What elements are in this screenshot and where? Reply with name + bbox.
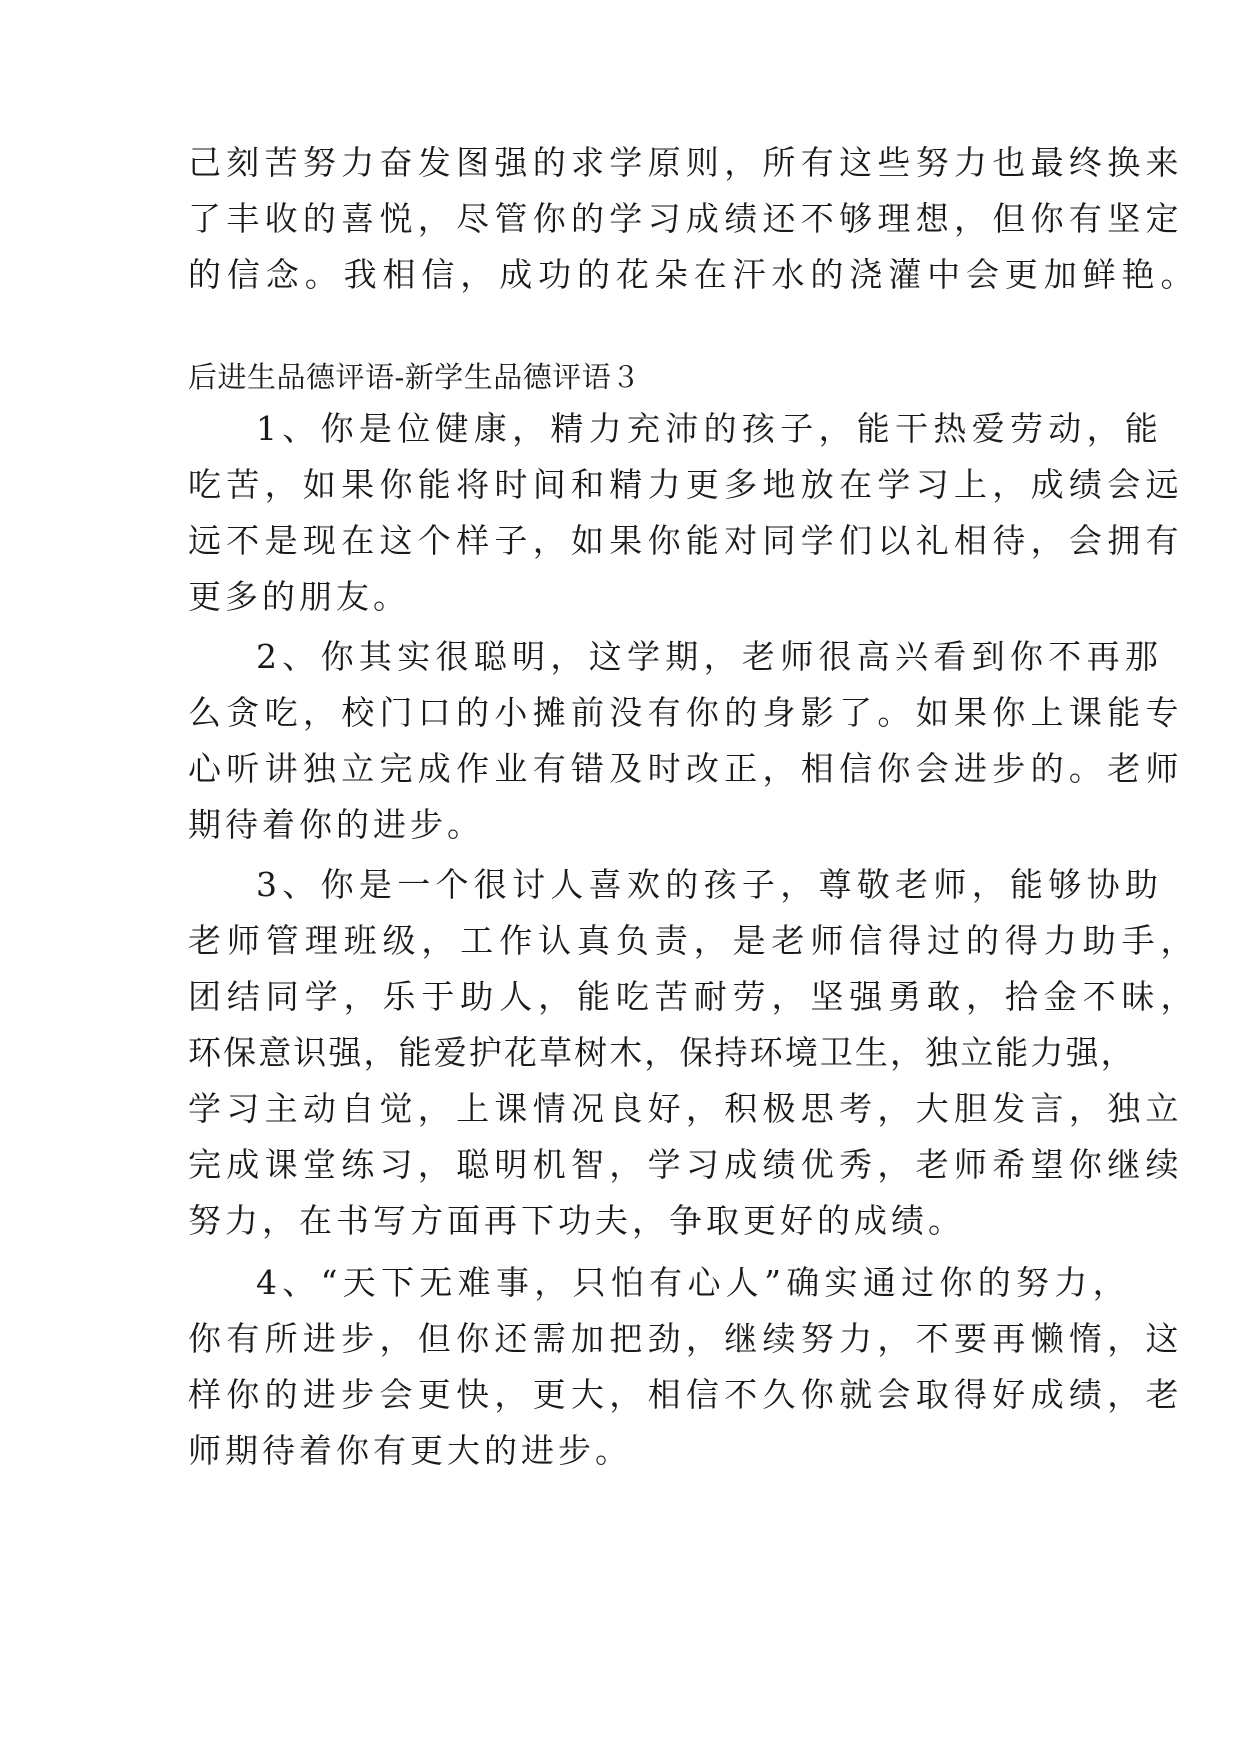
comment-item-2: [188, 629, 1184, 853]
section-heading: [188, 349, 1058, 405]
text-line: 团结同学，乐于助人，能吃苦耐劳，坚强勇敢，拾金不昧，: [188, 977, 1200, 1016]
text-line: 环保意识强，能爱护花草树木，保持环境卫生，独立能力强，: [188, 1033, 1136, 1072]
text-line: 1、你是位健康，精力充沛的孩子，能干热爱劳动，能: [256, 409, 1164, 448]
text-line: 样你的进步会更快，更大，相信不久你就会取得好成绩，老: [188, 1375, 1184, 1414]
intro-paragraph: [188, 135, 1200, 303]
text-line: 师期待着你有更大的进步。: [188, 1431, 632, 1470]
comment-item-3: [188, 857, 1200, 1249]
text-line: 期待着你的进步。: [188, 805, 484, 844]
text-line: 么贪吃，校门口的小摊前没有你的身影了。如果你上课能专: [188, 693, 1184, 732]
text-line: 远不是现在这个样子，如果你能对同学们以礼相待，会拥有: [188, 521, 1184, 560]
heading-text: 后进生品德评语-新学生品德评语３: [188, 360, 641, 394]
text-line: 心听讲独立完成作业有错及时改正，相信你会进步的。老师: [188, 749, 1184, 788]
text-line: 吃苦，如果你能将时间和精力更多地放在学习上，成绩会远: [188, 465, 1184, 504]
text-line: 4、“天下无难事，只怕有心人”确实通过你的努力，: [256, 1263, 1131, 1302]
text-line: 的信念。我相信，成功的花朵在汗水的浇灌中会更加鲜艳。: [188, 255, 1200, 294]
text-line: 己刻苦努力奋发图强的求学原则，所有这些努力也最终换来: [188, 143, 1184, 182]
text-line: 学习主动自觉，上课情况良好，积极思考，大胆发言，独立: [188, 1089, 1184, 1128]
text-line: 了丰收的喜悦，尽管你的学习成绩还不够理想，但你有坚定: [188, 199, 1184, 238]
text-line: 2、你其实很聪明，这学期，老师很高兴看到你不再那: [256, 637, 1164, 676]
text-line: 完成课堂练习，聪明机智，学习成绩优秀，老师希望你继续: [188, 1145, 1184, 1184]
comment-item-4: [188, 1255, 1184, 1479]
text-line: 3、你是一个很讨人喜欢的孩子，尊敬老师，能够协助: [256, 865, 1164, 904]
text-line: 你有所进步，但你还需加把劲，继续努力，不要再懒惰，这: [188, 1319, 1184, 1358]
text-line: 老师管理班级，工作认真负责，是老师信得过的得力助手，: [188, 921, 1200, 960]
text-line: 更多的朋友。: [188, 577, 410, 616]
comment-item-1: [188, 401, 1184, 625]
text-line: 努力，在书写方面再下功夫，争取更好的成绩。: [188, 1201, 965, 1240]
